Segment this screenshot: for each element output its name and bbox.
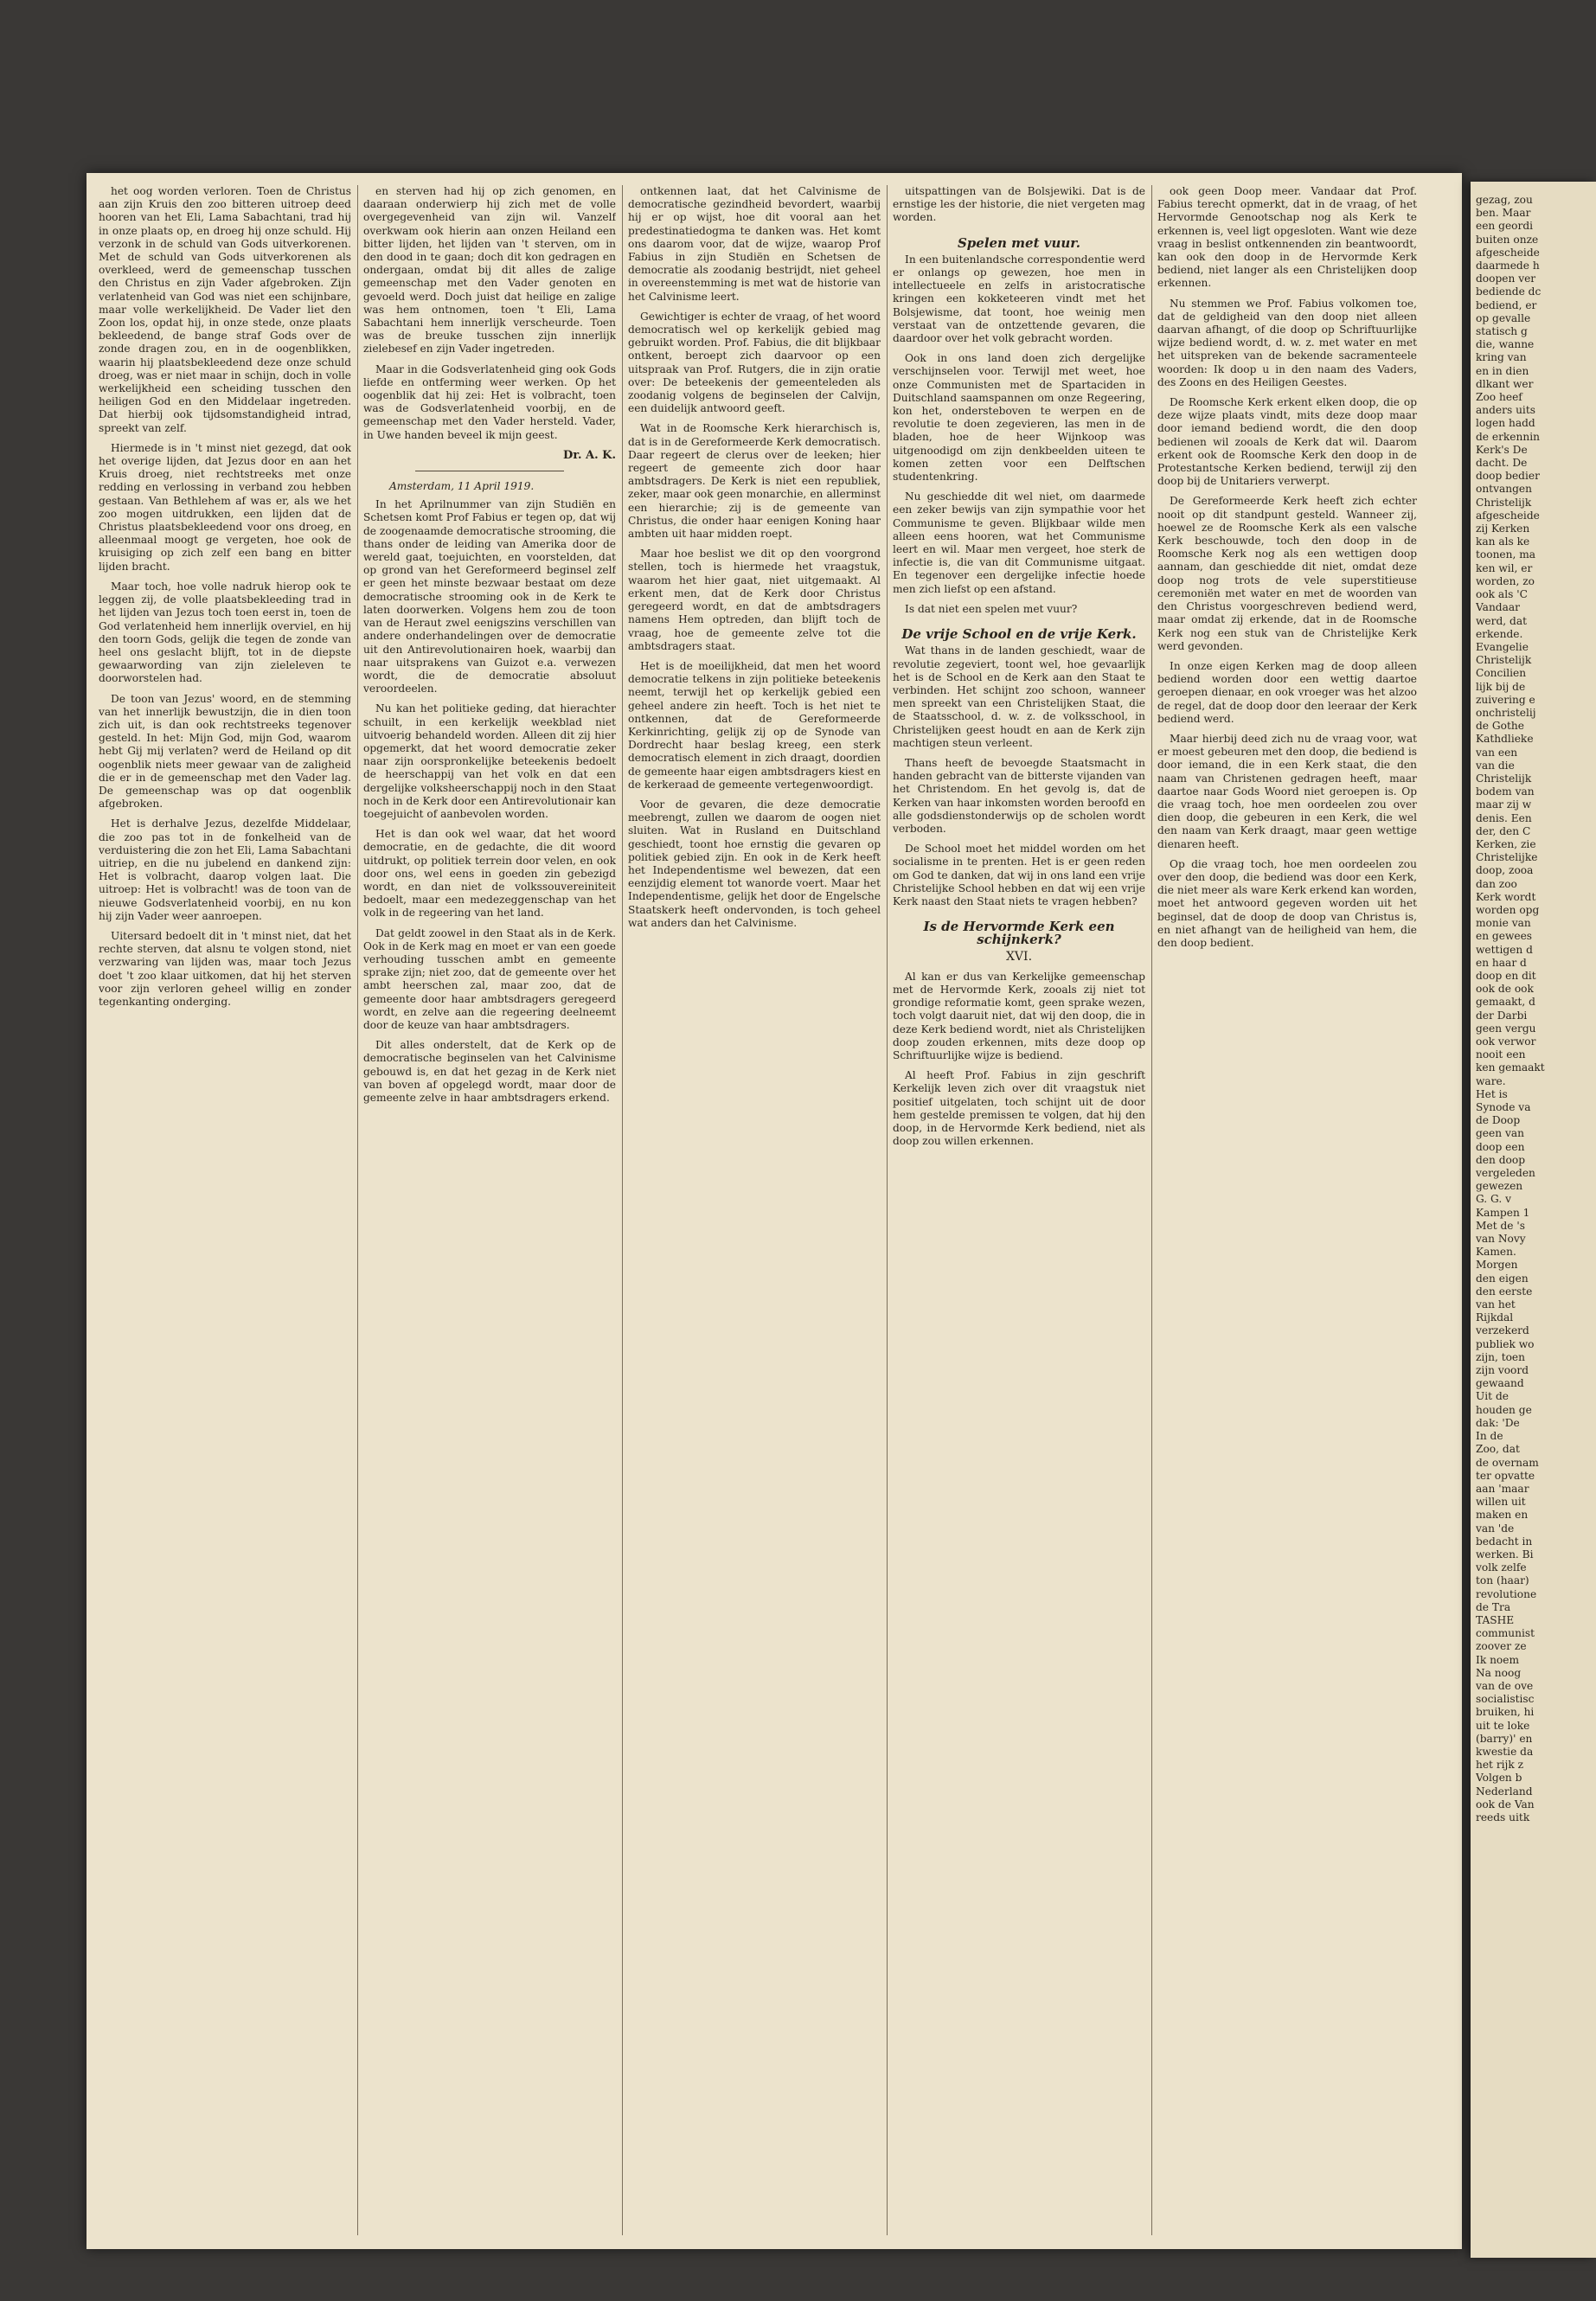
next-page-line: kring van bbox=[1476, 351, 1527, 364]
next-page-line: publiek wo bbox=[1476, 1337, 1535, 1350]
next-page-line: houden ge bbox=[1476, 1403, 1532, 1416]
article-number: XVI. bbox=[1005, 949, 1033, 964]
paragraph: De School moet het middel worden om het socialisme in te prenten. Het is er geen reden om God te danken, dat wij in ons land een vrije Christelijke School hebben en dat wij een vrije Kerk naast den Staat niets te vragen hebben? bbox=[893, 843, 1145, 907]
next-page-line: communist bbox=[1476, 1627, 1535, 1640]
next-page-line: Christelijk bbox=[1476, 496, 1532, 509]
next-page-line: zoover ze bbox=[1476, 1640, 1527, 1653]
next-page-line: Kerk's De bbox=[1476, 443, 1528, 456]
next-page-line: gezag, zou bbox=[1476, 194, 1533, 206]
next-page-line: verzekerd bbox=[1476, 1324, 1529, 1337]
next-page-line: Christelijk bbox=[1476, 772, 1532, 785]
next-page-line: en haar d bbox=[1476, 956, 1527, 969]
paragraph: en sterven had hij op zich genomen, en daaraan onderwierp hij zich met de volle overgegevenheid van zijn wil. Vanzelf overkwam ook hierin aan onzen Heiland een bitter lijden, het lijden van 't sterven, om in den dood in te gaan; doch dit kon gedragen en ondergaan, omdat bij dit alles de zalige gemeenschap met den Vader genoten en gevoeld werd. Doch juist dat heilige en zalige was hem ontnomen, toen 't Eli, Lama Sabachtani hem innerlijk verscheurde. Toen was de breuke tusschen zijn innerlijk zielebesef en zijn Vader ingetreden. bbox=[363, 185, 616, 356]
paragraph: Is dat niet een spelen met vuur? bbox=[905, 602, 1078, 615]
next-page-line: geen van bbox=[1476, 1127, 1524, 1140]
next-page-line: zijn, toen bbox=[1476, 1350, 1525, 1363]
next-page-line: geen vergu bbox=[1476, 1022, 1536, 1035]
paragraph: Maar toch, hoe volle nadruk hierop ook te leggen zij, de volle plaatsbekleeding trad in het lijden van Jezus toch toen eerst in, toen de God verlatenheid hem innerlijk overviel, en hij den toorn Gods, gelijk die tegen de zonde van heel ons geslacht blijft, tot in de diepste gewaarwording van zijn zieleleven te doorworstelen had. bbox=[99, 580, 351, 685]
column-3 bbox=[628, 185, 881, 2235]
next-page-line: Christelijk bbox=[1476, 654, 1532, 667]
next-page-line: ook als 'C bbox=[1476, 588, 1528, 601]
paragraph: Op die vraag toch, hoe men oordeelen zou over den doop, die bediend was door een Kerk, die niet meer als ware Kerk erkend kan worden, moet het antwoord gegeven worden uit het beginsel, dat de doop de doop van Christus is, en niet afhangt van de heiligheid van hem, die den doop bedient. bbox=[1157, 857, 1417, 949]
next-page-line: G. G. v bbox=[1476, 1193, 1511, 1206]
next-page-line: het rijk z bbox=[1476, 1759, 1524, 1772]
next-page-line: revolutione bbox=[1476, 1587, 1537, 1600]
next-page-line: afgescheide bbox=[1476, 246, 1540, 259]
paragraph: Maar hierbij deed zich nu de vraag voor, wat er moest gebeuren met den doop, die bediend is door iemand, die in een Kerk staat, die den naam van Christenen gedragen heeft, maar daartoe naar Gods Woord niet geroepen is. Op die vraag toch, hoe men oordeelen zou over dien doop, die gebeuren in een Kerk, die wel den naam van Kerk draagt, maar geen wettige dienaren heeft. bbox=[1157, 732, 1417, 850]
next-page-line: en gewees bbox=[1476, 930, 1533, 943]
next-page-line: ter opvatte bbox=[1476, 1469, 1535, 1482]
next-page-line: Kampen 1 bbox=[1476, 1206, 1530, 1219]
paragraph: In onze eigen Kerken mag de doop alleen bediend worden door een wettig daartoe geroepen dienaar, en ook vroeger was het alzoo de regel, dat de doop door den leeraar der Kerk bediend werd. bbox=[1157, 659, 1417, 725]
paragraph: Al kan er dus van Kerkelijke gemeenschap met de Hervormde Kerk, zooals zij niet tot grondige reformatie komt, geen sprake wezen, toch volgt daaruit niet, dat wij den doop, die in deze Kerk bediend wordt, niet als Christelijken doop zouden erkennen, mits deze doop op Schriftuurlijke wijze is bediend. bbox=[893, 970, 1145, 1061]
next-page-line: ook de ook bbox=[1476, 983, 1534, 996]
next-page-line: Evangelie bbox=[1476, 640, 1529, 653]
column-5 bbox=[1157, 185, 1417, 2235]
paragraph: Nu geschiedde dit wel niet, om daarmede een zeker bewijs van zijn sympathie voor het Communisme te geven. Blijkbaar wilde men alleen eens hooren, wat het Communisme leert en wil. Maar men vergeet, hoe sterk de infectie is, die van dit Communisme uitgaat. En tegenover een dergelijke infectie hoede men zich liefst op een afstand. bbox=[893, 490, 1145, 595]
next-page-line: dan zoo bbox=[1476, 877, 1517, 890]
paragraph: Nu kan het politieke geding, dat hierachter schuilt, in een kerkelijk weekblad niet uitvoerig behandeld worden. Alleen dit zij hier opgemerkt, dat het woord democratie zeker naar zijn oorspronkelijke beteekenis bedoelt de heerschappij van het volk en dat een dergelijke volksheerschappij noch in den Staat noch in de Kerk door een Antirevolutionair kan toegejuicht of aanbevolen worden. bbox=[363, 702, 616, 820]
next-page-line: uit te loke bbox=[1476, 1719, 1530, 1732]
next-page-line: Morgen bbox=[1476, 1259, 1518, 1272]
dateline: Amsterdam, 11 April 1919. bbox=[389, 480, 535, 493]
next-page-line: ook de Van bbox=[1476, 1798, 1535, 1811]
next-page-line: maar zij w bbox=[1476, 798, 1532, 811]
next-page-line: kwestie da bbox=[1476, 1745, 1534, 1758]
next-page-line: ken wil, er bbox=[1476, 561, 1533, 574]
next-page-line: willen uit bbox=[1476, 1496, 1526, 1509]
next-page-line: den eerste bbox=[1476, 1285, 1533, 1298]
article-heading: De vrije School en de vrije Kerk. bbox=[901, 626, 1137, 643]
next-page-line: en in dien bbox=[1476, 364, 1529, 377]
paragraph: Wat in de Roomsche Kerk hierarchisch is, dat is in de Gereformeerde Kerk democratisch. Daar regeert de clerus over de leeken; hier regeert de gemeente zich door haar ambtsdragers. De Kerk is niet een republiek, zeker, maar ook geen monarchie, en allerminst een hierarchie; zij is de gemeente van Christus, die onder haar eenigen Koning haar ambten uit haar midden roept. bbox=[628, 422, 881, 541]
next-page-line: dlkant wer bbox=[1476, 377, 1534, 390]
next-page-line: ken gemaakt bbox=[1476, 1061, 1545, 1074]
next-page-line: ook verwor bbox=[1476, 1035, 1536, 1048]
next-page-line: Concilien bbox=[1476, 667, 1527, 680]
next-page-edge bbox=[1471, 182, 1596, 2258]
paragraph: Het is derhalve Jezus, dezelfde Middelaar, die zoo pas tot in de fonkelheid van de verduistering die zon het Eli, Lama Sabachtani uitriep, en die nu jubelend en dankend zijn: Het is volbracht, daarop volgen laat. Die uitroep: Het is volbracht! was de toon van de nieuwe Godsverlatenheid voorbij, en nu kon hij zijn Vader weer aanroepen. bbox=[99, 817, 351, 922]
next-page-line: gemaakt, d bbox=[1476, 996, 1535, 1009]
next-page-line: socialistisc bbox=[1476, 1693, 1535, 1706]
next-page-line: afgescheide bbox=[1476, 509, 1540, 522]
next-page-line: (barry)' en bbox=[1476, 1732, 1533, 1745]
next-page-line: de overnam bbox=[1476, 1456, 1539, 1469]
next-page-line: maken en bbox=[1476, 1509, 1529, 1522]
next-page-line: nooit een bbox=[1476, 1048, 1526, 1061]
paragraph: ontkennen laat, dat het Calvinisme de democratische gezindheid bevordert, waarbij hij er op wijst, hoe dit vooral aan het predestinatiedogma te danken was. Het komt ons daarom voor, dat de wijze, waarop Prof Fabius in zijn Studiën en Schetsen de democratie als zoodanig bestrijdt, niet geheel in overeenstemming is met wat de historie van het Calvinisme leert. bbox=[628, 185, 881, 303]
next-page-line: Nederland bbox=[1476, 1785, 1533, 1798]
next-page-line: volk zelfe bbox=[1476, 1561, 1527, 1574]
newspaper-page bbox=[87, 173, 1462, 2249]
next-page-line: doop, zooa bbox=[1476, 864, 1534, 877]
paragraph: het oog worden verloren. Toen de Christus aan zijn Kruis den zoo bitteren uitroep deed hooren van het Eli, Lama Sabachtani, trad hij in onze plaats op, en droeg hij onze schuld. Hij verzonk in de schuld van Gods uitverkorenen. Met de schuld van Gods uitverkorenen als overkleed, werd de gemeenschap tusschen den Christus en zijn Vader afgebroken. Zijn verlatenheid van God was niet een schijnbare, maar volle werkelijkheid. De Vader liet den Zoon los, opdat hij, in onze stede, onze plaats bekleedend, de bange straf Gods over de zonde dragen zou, en in de oogenblikken, waarin hij plaatsbekleedend deze onze schuld droeg, was er niet maar in schijn, doch in volle werkelijkheid een scheiding tusschen den heiligen God en den Middelaar ingetreden. Dat hierbij ook tijdsomstandigheid intrad, spreekt van zelf. bbox=[99, 185, 351, 434]
paragraph: Het is dan ook wel waar, dat het woord democratie, en de gedachte, die dit woord uitdrukt, op politiek terrein door velen, en ook door ons, wel eens in goeden zin gebezigd wordt, en dan niet de volkssouvereiniteit bedoelt, maar een medezeggenschap van het volk in de regeering van het land. bbox=[363, 828, 616, 920]
next-page-line: zijn voord bbox=[1476, 1364, 1529, 1377]
paragraph: Uitersard bedoelt dit in 't minst niet, dat het rechte sterven, dat alsnu te volgen stond, niet verzwaring van lijden was, maar toch Jezus doet 't zoo klaar uitkomen, dat hij het sterven voor zijn verloren geheel willig en zonder tegenkanting onderging. bbox=[99, 929, 351, 1008]
column-rule bbox=[887, 185, 888, 2235]
next-page-line: Zoo heef bbox=[1476, 391, 1522, 404]
next-page-line: TASHE bbox=[1476, 1613, 1515, 1626]
next-page-line: Kathdlieke bbox=[1476, 733, 1534, 746]
paragraph: De Roomsche Kerk erkent elken doop, die op deze wijze plaats vindt, mits deze doop maar door iemand bediend wordt, die den doop bedienen wil zooals de Kerk dat wil. Daarom erkent ook de Roomsche Kerk den doop in de Protestantsche Kerken bediend, terwijl zij den doop bij de Unitariers verwerpt. bbox=[1157, 396, 1417, 488]
paragraph: Gewichtiger is echter de vraag, of het woord democratisch wel op kerkelijk gebied mag gebruikt worden. Prof. Fabius, die dit blijkbaar ontkent, beroept zich daarvoor op een uitspraak van Prof. Rutgers, die in zijn oratie over: De beteekenis der gemeenteleden als zoodanig volgens de beginselen der Calvijn, een duidelijk antwoord geeft. bbox=[628, 310, 881, 415]
next-page-line: de Gothe bbox=[1476, 720, 1524, 733]
column-rule bbox=[357, 185, 358, 2235]
next-page-line: Kerk wordt bbox=[1476, 890, 1536, 903]
next-page-line: logen hadd bbox=[1476, 417, 1535, 430]
next-page-line: bedacht in bbox=[1476, 1535, 1533, 1548]
next-page-line: doop een bbox=[1476, 1140, 1525, 1153]
paragraph: Maar hoe beslist we dit op den voorgrond stellen, toch is hiermede het vraagstuk, waarom het hier gaat, niet uitgemaakt. Al erkent men, dat de Kerk door Christus geregeerd wordt, en dat de ambtsdragers namens Hem optreden, dan blijft toch de vraag, hoe de gemeente zelve tot die ambtsdragers staat. bbox=[628, 548, 881, 652]
paragraph: uitspattingen van de Bolsjewiki. Dat is de ernstige les der historie, die niet vergeten mag worden. bbox=[893, 185, 1145, 224]
next-page-line: buiten onze bbox=[1476, 233, 1539, 246]
next-page-line: doop bedier bbox=[1476, 470, 1540, 483]
next-page-line: van 'de bbox=[1476, 1522, 1515, 1535]
next-page-line: denis. Een bbox=[1476, 811, 1532, 824]
paragraph: Dit alles onderstelt, dat de Kerk op de democratische beginselen van het Calvinisme gebouwd is, en dat het gezag in de Kerk niet van boven af opgelegd wordt, maar door de gemeente zelve in haar ambtsdragers erkend. bbox=[363, 1039, 616, 1104]
next-page-line: Ik noem bbox=[1476, 1653, 1520, 1666]
next-page-line: worden, zo bbox=[1476, 574, 1535, 587]
next-page-line: Rijkdal bbox=[1476, 1311, 1514, 1324]
next-page-line: doopen ver bbox=[1476, 272, 1536, 285]
next-page-line: gewezen bbox=[1476, 1180, 1523, 1193]
paragraph: Thans heeft de bevoegde Staatsmacht in handen gebracht van de bitterste vijanden van het Christendom. En het gevolg is, dat de Kerken van haar inkomsten worden beroofd en alle godsdienstonderwijs op de scholen wordt verboden. bbox=[893, 756, 1145, 835]
next-page-line: den eigen bbox=[1476, 1272, 1529, 1285]
next-page-line: zuivering e bbox=[1476, 693, 1535, 706]
next-page-line: de Tra bbox=[1476, 1600, 1511, 1613]
next-page-line: zij Kerken bbox=[1476, 522, 1530, 535]
next-page-line: gewaand bbox=[1476, 1377, 1524, 1390]
next-page-line: reeds uitk bbox=[1476, 1811, 1530, 1823]
next-page-line: bediend, er bbox=[1476, 298, 1537, 311]
next-page-line: In de bbox=[1476, 1430, 1503, 1443]
paragraph: In een buitenlandsche correspondentie werd er onlangs op gewezen, hoe men in intellectueele en zelfs in aristocratische kringen een kokketeeren vindt met het Bolsjewisme, dat toont, hoe weinig men verstaat van de ontzettende gevaren, die daardoor over het volk gebracht worden. bbox=[893, 253, 1145, 345]
next-page-line: de Doop bbox=[1476, 1114, 1521, 1127]
paragraph: Voor de gevaren, die deze democratie meebrengt, zullen we daarom de oogen niet sluiten. Wat in Rusland en Duitschland geschiedt, toont hoe ernstig die gevaren op politiek gebied zijn. En ook in de Kerk heeft het Independentisme wel bewezen, dat een eenzijdig element tot wanorde voert. Maar het Independentisme, gelijk het door de Engelsche Staatskerk heeft ondervonden, is toch geheel wat anders dan het Calvinisme. bbox=[628, 798, 881, 929]
column-rule bbox=[622, 185, 623, 2235]
paragraph: De toon van Jezus' woord, en de stemming van het innerlijk bewustzijn, die in dien toon zich uit, is dan ook rechtstreeks tegenover gesteld. In het: Mijn God, mijn God, waarom hebt Gij mij verlaten? werd de Heiland op dit oogenblik niets meer gewaar van de zaligheid die er in de gemeenschap met den Vader lag. De gemeenschap was op dat oogenblik afgebroken. bbox=[99, 692, 351, 811]
next-page-line: daarmede h bbox=[1476, 260, 1540, 272]
next-page-line: van een bbox=[1476, 746, 1518, 759]
next-page-line: Uit de bbox=[1476, 1390, 1509, 1403]
paragraph: Ook in ons land doen zich dergelijke verschijnselen voor. Terwijl met weet, hoe onze Communisten met de Spartaciden in Duitschland saamspannen om onze Regeering, kon het, ondersteboven te werpen en de revolutie te doen zegevieren, las men in de bladen, hoe de heer Wijnkoop was uitgenoodigd om zijn denkbeelden uiteen te komen zetten voor een Delftschen studentenkring. bbox=[893, 352, 1145, 484]
next-page-line: toonen, ma bbox=[1476, 548, 1536, 561]
paragraph: Maar in die Godsverlatenheid ging ook Gods liefde en ontferming weer werken. Op het oogenblik dat hij zei: Het is volbracht, toen was de Godsverlatenheid voorbij, en de gemeenschap met den Vader hersteld. Vader, in Uwe handen beveel ik mijn geest. bbox=[363, 362, 616, 441]
next-page-text bbox=[1476, 194, 1588, 2244]
next-page-line: Zoo, dat bbox=[1476, 1443, 1520, 1456]
next-page-line: bruiken, hi bbox=[1476, 1706, 1535, 1719]
paragraph: Nu stemmen we Prof. Fabius volkomen toe, dat de geldigheid van den doop niet alleen daarvan afhangt, of die doop op Schriftuurlijke wijze bediend wordt, d. w. z. met water en met het uitspreken van de bekende sacramenteele woorden: Ik doop u in den naam des Vaders, des Zoons en des Heiligen Geestes. bbox=[1157, 297, 1417, 388]
next-page-line: ware. bbox=[1476, 1074, 1506, 1087]
next-page-line: Kerken, zie bbox=[1476, 837, 1536, 850]
column-1 bbox=[99, 185, 351, 2235]
next-page-line: anders uits bbox=[1476, 404, 1535, 417]
next-page-line: statisch g bbox=[1476, 325, 1528, 338]
next-page-line: worden opg bbox=[1476, 903, 1540, 916]
next-page-line: van de ove bbox=[1476, 1679, 1534, 1692]
paragraph: De Gereformeerde Kerk heeft zich echter nooit op dit standpunt gesteld. Wanneer zij, hoewel ze de Roomsche Kerk als een valsche Kerk beschouwde, toch den doop in de Roomsche Kerk nog als een wettigen doop aannam, dan geschiedde dit niet, omdat deze doop nog trots de vele superstitieuse ceremoniën met water en met de woorden van den Christus voorgeschreven bediend werd, maar omdat zij erkende, dat in de Roomsche Kerk nog een stuk van de Christelijke Kerk werd gevonden. bbox=[1157, 495, 1417, 652]
paragraph: Het is de moeilijkheid, dat men het woord democratie telkens in zijn politieke beteekenis neemt, terwijl het op kerkelijk gebied een geheel andere zin heeft. Toch is het niet te ontkennen, dat de Gereformeerde Kerkinrichting, gelijk zij op de Synode van Dordrecht haar beslag kreeg, een sterk democratisch element in zich draagt, doordien de gemeente haar eigen ambtsdragers kiest en de kerkeraad de gemeente vertegenwoordigt. bbox=[628, 659, 881, 791]
next-page-line: bodem van bbox=[1476, 785, 1535, 798]
next-page-line: lijk bij de bbox=[1476, 680, 1526, 693]
next-page-line: monie van bbox=[1476, 917, 1531, 930]
next-page-line: Christelijke bbox=[1476, 851, 1538, 864]
paragraph: Al heeft Prof. Fabius in zijn geschrift Kerkelijk leven zich over dit vraagstuk niet positief uitgelaten, toch schijnt uit de door hem gestelde premissen te volgen, dat hij den doop, in de Hervormde Kerk bediend, niet als doop zou willen erkennen. bbox=[893, 1069, 1145, 1148]
next-page-line: op gevalle bbox=[1476, 311, 1531, 324]
article-heading: Is de Hervormde Kerk een schijnkerk? bbox=[923, 919, 1115, 948]
next-page-line: van die bbox=[1476, 759, 1515, 772]
next-page-line: aan 'maar bbox=[1476, 1482, 1529, 1495]
next-page-line: Kamen. bbox=[1476, 1246, 1516, 1259]
next-page-line: Het is bbox=[1476, 1087, 1508, 1100]
next-page-line: ben. Maar bbox=[1476, 207, 1531, 220]
next-page-line: onchristelij bbox=[1476, 706, 1536, 719]
next-page-line: Synode va bbox=[1476, 1101, 1531, 1114]
next-page-line: der Darbi bbox=[1476, 1009, 1528, 1022]
next-page-line: erkende. bbox=[1476, 627, 1523, 640]
paragraph: Hiermede is in 't minst niet gezegd, dat ook het overige lijden, dat Jezus door en aan het Kruis droeg, niet rechtstreeks met onze redding en verlossing in verband zou hebben gestaan. Van Bethlehem af was er, als we het zoo mogen uitdrukken, een lijden dat de Christus plaatsbekleedend voor ons droeg, en alleenmaal moogt ge vergeten, hoe ook de kruisiging op zich zelf een bang en bitter lijden bracht. bbox=[99, 441, 351, 573]
next-page-line: doop en dit bbox=[1476, 969, 1536, 982]
next-page-line: Vandaar bbox=[1476, 601, 1520, 614]
next-page-line: dacht. De bbox=[1476, 457, 1528, 470]
next-page-line: een geordi bbox=[1476, 220, 1534, 233]
next-page-line: vergeleden bbox=[1476, 1167, 1535, 1180]
next-page-line: kan als ke bbox=[1476, 535, 1530, 548]
next-page-line: de erkennin bbox=[1476, 430, 1540, 443]
next-page-line: dak: 'De bbox=[1476, 1416, 1520, 1429]
next-page-line: die, wanne bbox=[1476, 338, 1535, 351]
next-page-line: van het bbox=[1476, 1298, 1516, 1311]
next-page-line: bediende dc bbox=[1476, 285, 1542, 298]
paragraph: ook geen Doop meer. Vandaar dat Prof. Fabius terecht opmerkt, dat in de vraag, of het Hervormde Genootschap nog als Kerk te erkennen is, veel ligt opgesloten. Want wie deze vraag in beslist ontkennenden zin beantwoordt, kan ook den doop in de Hervormde Kerk bediend, niet langer als een Christelijken doop erkennen. bbox=[1157, 185, 1417, 290]
next-page-line: werd, dat bbox=[1476, 614, 1527, 627]
column-2 bbox=[363, 185, 616, 2235]
author-signature: Dr. A. K. bbox=[563, 448, 616, 462]
next-page-line: werken. Bi bbox=[1476, 1548, 1534, 1561]
next-page-line: Met de 's bbox=[1476, 1219, 1525, 1232]
next-page-line: Na noog bbox=[1476, 1666, 1522, 1679]
paragraph: Wat thans in de landen geschiedt, waar de revolutie zegeviert, toont wel, hoe gevaarlijk het is de School en de Kerk aan den Staat te verbinden. Het schijnt zoo schoon, wanneer men spreekt van een Christelijken Staat, die de Staatsschool, d. w. z. de volksschool, in Christelijken geest houdt en aan de Kerk zijn machtigen steun verleent. bbox=[893, 644, 1145, 749]
next-page-line: ton (haar) bbox=[1476, 1574, 1529, 1587]
next-page-line: wettigen d bbox=[1476, 943, 1533, 956]
next-page-line: van Novy bbox=[1476, 1233, 1526, 1246]
next-page-line: der, den C bbox=[1476, 824, 1531, 837]
column-rule bbox=[1151, 185, 1152, 2235]
column-4 bbox=[893, 185, 1145, 2235]
article-heading: Spelen met vuur. bbox=[957, 234, 1081, 251]
next-page-line: den doop bbox=[1476, 1153, 1526, 1166]
next-page-line: ontvangen bbox=[1476, 483, 1532, 496]
next-page-line: Volgen b bbox=[1476, 1772, 1522, 1785]
paragraph: In het Aprilnummer van zijn Studiën en Schetsen komt Prof Fabius er tegen op, dat wij de zoogenaamde democratische strooming, die thans onder de leiding van Amerika door de wereld gaat, toejuichten, en voorstelden, dat op grond van het Gereformeerd beginsel zelf er geen het minste bezwaar bestaat om deze democratische strooming ook in de Kerk te laten doorwerken. Volgens hem zou de toon van de Heraut zwel eenigszins verschillen van andere onderhandelingen over de democratie uit den Antirevolutionairen hoek, waarbij dan naar uitsprakens van Guizot e.a. verwezen wordt, die de democratie absoluut veroordeelen. bbox=[363, 498, 616, 695]
paragraph: Dat geldt zoowel in den Staat als in de Kerk. Ook in de Kerk mag en moet er van een goede verhouding tusschen ambt en gemeente sprake zijn; niet zoo, dat de gemeente over het ambt heerschen zal, maar zoo, dat de gemeente door haar ambtsdragers geregeerd wordt, en zelve aan die regeering deelneemt door de keuze van haar ambtsdragers. bbox=[363, 926, 616, 1031]
